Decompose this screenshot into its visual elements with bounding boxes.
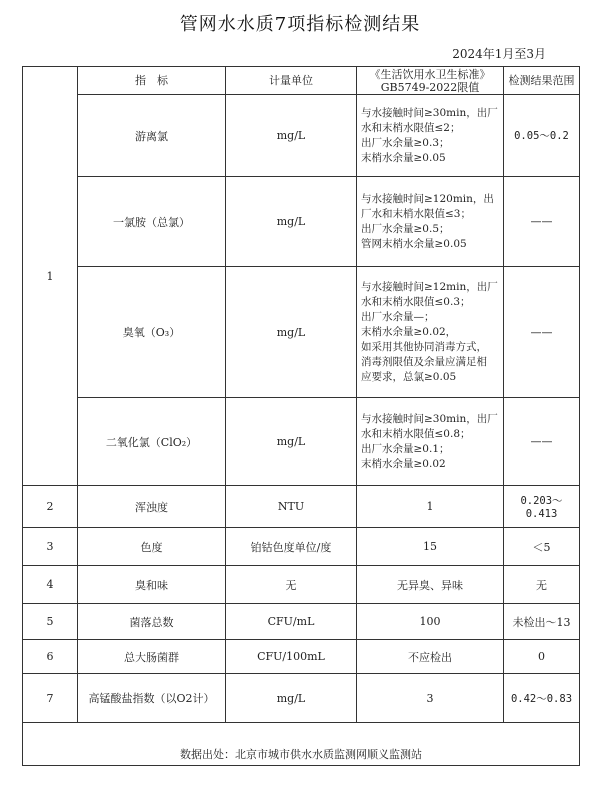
row-number: 6 — [23, 640, 78, 674]
table-row — [23, 604, 580, 640]
row-number: 1 — [23, 67, 78, 486]
limit-cell: 无异臭、异味 — [357, 566, 504, 604]
date-range: 2024年1月至3月 — [452, 47, 546, 61]
limit-line: 水和末梢水限值≤0.3； — [361, 295, 471, 308]
unit-cell: mg/L — [226, 177, 357, 267]
limit-cell: 1 — [357, 486, 504, 528]
limit-line: 与水接触时间≥12min，出厂 — [361, 280, 498, 293]
unit-cell: NTU — [226, 486, 357, 528]
result-cell: ＜5 — [504, 528, 580, 566]
header-standard-line2: GB5749-2022限值 — [380, 80, 480, 94]
table-row — [23, 398, 580, 486]
table-row — [23, 566, 580, 604]
limit-line: 出厂水余量—； — [361, 310, 435, 323]
indicator-name: 二氧化氯（ClO₂） — [78, 398, 226, 486]
row-number: 7 — [23, 674, 78, 723]
limit-line: 消毒剂限值及余量应满足相 — [361, 355, 487, 368]
header-unit: 计量单位 — [226, 67, 357, 95]
result-cell: —— — [504, 398, 580, 486]
page-title: 管网水水质7项指标检测结果 — [179, 14, 421, 35]
limit-line: 末梢水余量≥0.05 — [361, 151, 446, 164]
unit-cell: 无 — [226, 566, 357, 604]
limit-line: 出厂水余量≥0.5； — [361, 222, 450, 235]
indicator-name: 臭和味 — [78, 566, 226, 604]
table-row — [23, 177, 580, 267]
unit-cell: mg/L — [226, 267, 357, 398]
results-table — [22, 66, 580, 766]
header-result: 检测结果范围 — [504, 67, 580, 95]
unit-cell: mg/L — [226, 398, 357, 486]
limit-line: 与水接触时间≥30min，出厂 — [361, 106, 498, 119]
indicator-name: 高锰酸盐指数（以O2计） — [78, 674, 226, 723]
header-indicator: 指 标 — [78, 67, 226, 95]
limit-cell — [357, 95, 504, 177]
row-number: 4 — [23, 566, 78, 604]
result-cell: —— — [504, 177, 580, 267]
result-cell: —— — [504, 267, 580, 398]
row-number: 2 — [23, 486, 78, 528]
limit-cell: 3 — [357, 674, 504, 723]
result-cell: 无 — [504, 566, 580, 604]
indicator-name: 浑浊度 — [78, 486, 226, 528]
limit-line: 如采用其他协同消毒方式， — [361, 340, 487, 353]
source-note-row — [23, 723, 580, 766]
limit-line: 管网末梢水余量≥0.05 — [361, 237, 467, 250]
limit-cell: 不应检出 — [357, 640, 504, 674]
result-cell: 0.42～0.83 — [504, 674, 580, 723]
source-note: 数据出处：北京市城市供水水质监测网顺义监测站 — [23, 723, 580, 766]
table-row — [23, 640, 580, 674]
limit-line: 与水接触时间≥30min，出厂 — [361, 412, 498, 425]
limit-line: 与水接触时间≥120min，出 — [361, 192, 494, 205]
result-cell: 0 — [504, 640, 580, 674]
table-row — [23, 486, 580, 528]
indicator-name: 臭氧（O₃） — [78, 267, 226, 398]
indicator-name: 总大肠菌群 — [78, 640, 226, 674]
indicator-name: 游离氯 — [78, 95, 226, 177]
header-standard-line1: 《生活饮用水卫生标准》 — [369, 67, 491, 81]
limit-cell — [357, 177, 504, 267]
row-number: 3 — [23, 528, 78, 566]
result-cell: 0.05～0.2 — [504, 95, 580, 177]
limit-line: 末梢水余量≥0.02， — [361, 325, 457, 338]
unit-cell: mg/L — [226, 674, 357, 723]
limit-cell: 100 — [357, 604, 504, 640]
header-row — [23, 67, 580, 95]
limit-line: 水和末梢水限值≤2； — [361, 121, 461, 134]
table-row — [23, 95, 580, 177]
header-standard — [357, 67, 504, 95]
limit-line: 出厂水余量≥0.3； — [361, 136, 450, 149]
indicator-name: 菌落总数 — [78, 604, 226, 640]
limit-cell — [357, 267, 504, 398]
table-row — [23, 267, 580, 398]
indicator-name: 一氯胺（总氯） — [78, 177, 226, 267]
result-cell: 0.203～0.413 — [504, 486, 580, 528]
limit-line: 水和末梢水限值≤0.8； — [361, 427, 471, 440]
indicator-name: 色度 — [78, 528, 226, 566]
row-number: 5 — [23, 604, 78, 640]
limit-line: 出厂水余量≥0.1； — [361, 442, 450, 455]
table-row — [23, 674, 580, 723]
unit-cell: mg/L — [226, 95, 357, 177]
unit-cell: CFU/100mL — [226, 640, 357, 674]
unit-cell: 铂钴色度单位/度 — [226, 528, 357, 566]
limit-line: 厂水和末梢水限值≤3； — [361, 207, 471, 220]
table-row — [23, 528, 580, 566]
limit-line: 应要求，总氯≥0.05 — [361, 370, 457, 383]
limit-cell — [357, 398, 504, 486]
limit-line: 末梢水余量≥0.02 — [361, 457, 446, 470]
limit-cell: 15 — [357, 528, 504, 566]
unit-cell: CFU/mL — [226, 604, 357, 640]
result-cell: 未检出～13 — [504, 604, 580, 640]
